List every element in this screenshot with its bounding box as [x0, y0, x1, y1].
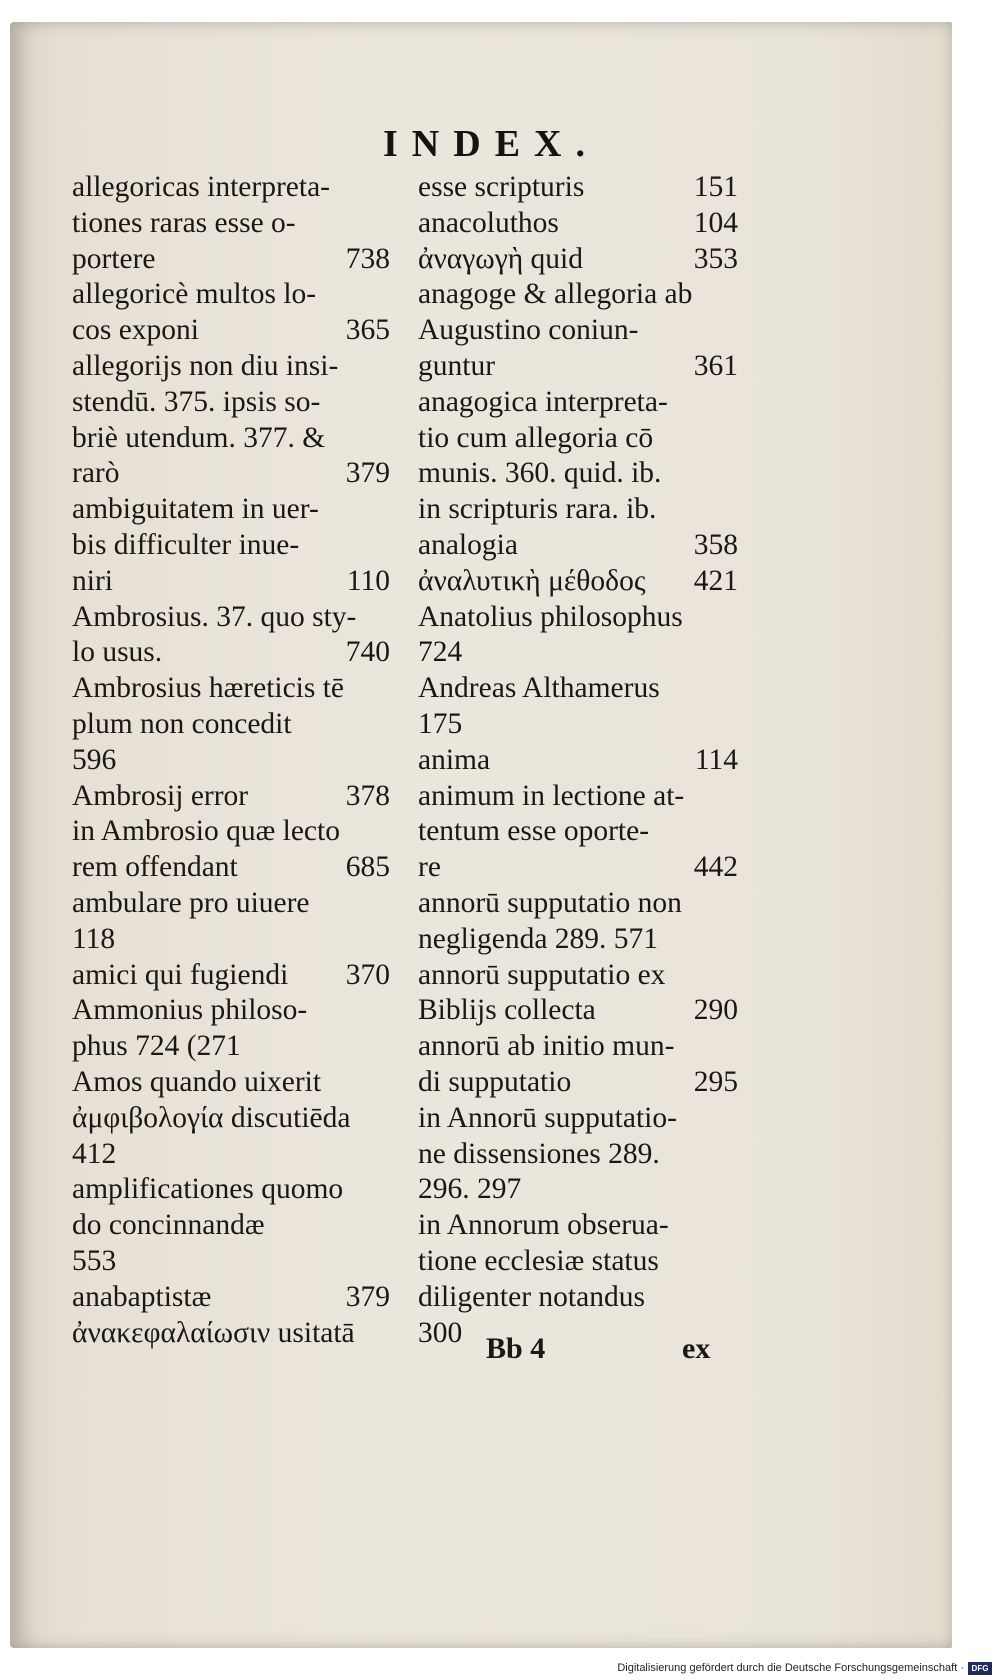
entry-line: [418, 1244, 738, 1280]
entry-line: [72, 1208, 390, 1244]
entry-line: [418, 993, 738, 1029]
entry-line: [72, 206, 390, 242]
entry-text: 553: [72, 1244, 117, 1277]
entry-line: [418, 958, 738, 994]
entry-text: niri: [72, 564, 113, 597]
entry-text: Anatolius philosophus: [418, 600, 683, 633]
entry-line: [418, 1208, 738, 1244]
entry-line: [418, 206, 738, 242]
index-entry: [72, 1101, 390, 1173]
entry-text: anabaptistæ: [72, 1280, 212, 1313]
entry-text: ne dissensiones 289.: [418, 1137, 660, 1170]
entry-line: [418, 1172, 738, 1208]
page-reference: 379: [345, 457, 390, 490]
entry-text: tentum esse oporte-: [418, 815, 650, 848]
entry-text: guntur: [418, 349, 496, 382]
index-entry: [72, 349, 390, 492]
entry-line: [72, 170, 390, 206]
entry-text: re: [418, 851, 441, 884]
entry-line: [72, 1029, 390, 1065]
index-entry: [418, 600, 738, 672]
index-column-left: [72, 170, 390, 1351]
entry-line: [418, 313, 738, 349]
entry-text: ἀναλυτικὴ μέθοδος: [418, 564, 646, 597]
entry-line: [418, 1280, 738, 1316]
entry-line: [72, 993, 390, 1029]
entry-line: [72, 421, 390, 457]
entry-text: ἀμφιβολογία discutiēda: [72, 1101, 351, 1134]
page-reference: 104: [693, 206, 738, 239]
entry-text: in scripturis rara. ib.: [418, 493, 657, 526]
entry-line: [72, 850, 390, 886]
entry-line: [418, 385, 738, 421]
entry-text: Augustino coniun-: [418, 314, 639, 347]
entry-text: Amos quando uixerit: [72, 1065, 322, 1098]
entry-text: anacoluthos: [418, 206, 559, 239]
page-reference: 421: [693, 564, 738, 597]
catchword: ex: [682, 1332, 711, 1365]
book-page: [10, 22, 952, 1648]
entry-text: in Annorū supputatio-: [418, 1101, 677, 1134]
page-reference: 353: [693, 242, 738, 275]
entry-line: [418, 421, 738, 457]
index-entry: [418, 277, 738, 384]
page-reference: 370: [345, 958, 390, 991]
entry-text: 724: [418, 636, 463, 669]
entry-text: ἀναγωγὴ quid: [418, 242, 583, 275]
entry-line: [72, 1137, 390, 1173]
entry-line: [72, 922, 390, 958]
entry-line: [72, 456, 390, 492]
index-entry: [72, 993, 390, 1065]
index-entry: [72, 1172, 390, 1279]
entry-line: [418, 779, 738, 815]
index-entry: [72, 671, 390, 778]
entry-line: [418, 456, 738, 492]
entry-text: ambulare pro uiuere: [72, 886, 310, 919]
page-reference: 379: [345, 1280, 390, 1313]
entry-text: plum non concedit: [72, 707, 292, 740]
entry-line: [72, 779, 390, 815]
entry-text: analogia: [418, 528, 518, 561]
entry-line: [418, 1101, 738, 1137]
page-reference: 151: [693, 171, 738, 203]
entry-line: [72, 349, 390, 385]
index-entry: [418, 743, 738, 779]
entry-text: phus 724 (271: [72, 1030, 241, 1063]
entry-text: annorū ab initio mun-: [418, 1030, 675, 1063]
page-reference: 110: [346, 564, 390, 597]
entry-line: [72, 564, 390, 600]
entry-line: [72, 492, 390, 528]
entry-line: [72, 1065, 390, 1101]
entry-line: [418, 1137, 738, 1173]
entry-line: [418, 349, 738, 385]
entry-text: di supputatio: [418, 1065, 572, 1098]
index-entry: [72, 1280, 390, 1316]
index-entry: [72, 958, 390, 994]
entry-text: cos exponi: [72, 314, 199, 347]
entry-text: in Ambrosio quæ lecto: [72, 815, 340, 848]
entry-text: 596: [72, 743, 117, 776]
entry-text: lo usus.: [72, 636, 163, 669]
entry-line: [418, 707, 738, 743]
entry-text: bis difficulter inue-: [72, 528, 300, 561]
entry-text: ambiguitatem in uer-: [72, 493, 319, 526]
entry-text: Andreas Althamerus: [418, 672, 660, 705]
entry-text: Ambrosius. 37. quo sty-: [72, 600, 357, 633]
entry-line: [418, 850, 738, 886]
entry-text: stendū. 375. ipsis so-: [72, 385, 321, 418]
entry-line: [72, 528, 390, 564]
signature-mark: Bb 4: [486, 1332, 546, 1365]
entry-line: [72, 671, 390, 707]
index-column-right: [418, 170, 738, 1351]
index-entry: [72, 1316, 390, 1352]
entry-text: esse scripturis: [418, 171, 585, 203]
dfg-logo-icon: DFG: [968, 1662, 992, 1675]
entry-text: tio cum allegoria cō: [418, 421, 654, 454]
digitization-credit: Digitalisierung gefördert durch die Deutsche Forschungsgemeinschaft ·: [617, 1662, 964, 1674]
entry-line: [418, 564, 738, 600]
index-entry: [418, 564, 738, 600]
entry-text: rarò: [72, 457, 120, 490]
page-reference: 740: [345, 636, 390, 669]
index-entry: [418, 1208, 738, 1351]
entry-line: [72, 242, 390, 278]
entry-text: animum in lectione at-: [418, 779, 685, 812]
entry-line: [72, 707, 390, 743]
index-entry: [418, 242, 738, 278]
page-reference: 442: [693, 851, 738, 884]
index-entry: [418, 206, 738, 242]
entry-text: amplificationes quomo: [72, 1173, 344, 1206]
entry-line: [418, 671, 738, 707]
entry-text: diligenter notandus: [418, 1280, 645, 1313]
page-reference: 290: [693, 994, 738, 1027]
entry-text: 175: [418, 707, 463, 740]
entry-line: [72, 743, 390, 779]
entry-line: [418, 814, 738, 850]
index-entry: [72, 600, 390, 672]
index-entry: [418, 779, 738, 886]
page-reference: 365: [345, 314, 390, 347]
entry-text: do concinnandæ: [72, 1209, 265, 1242]
index-entry: [418, 671, 738, 743]
entry-line: [418, 170, 738, 206]
index-entry: [72, 814, 390, 886]
entry-text: 412: [72, 1137, 117, 1170]
index-entry: [418, 958, 738, 1030]
entry-text: allegoricè multos lo-: [72, 278, 317, 311]
page-reference: 738: [345, 242, 390, 275]
page-reference: 361: [693, 349, 738, 382]
page-reference: 295: [693, 1065, 738, 1098]
index-entry: [72, 492, 390, 599]
entry-text: Ambrosij error: [72, 779, 249, 812]
entry-line: [418, 635, 738, 671]
index-entry: [418, 1029, 738, 1101]
entry-line: [72, 385, 390, 421]
entry-line: [72, 1101, 390, 1137]
entry-line: [72, 600, 390, 636]
entry-line: [418, 922, 738, 958]
entry-text: 118: [72, 922, 116, 955]
entry-line: [72, 635, 390, 671]
entry-line: [72, 1280, 390, 1316]
entry-text: allegoricas interpreta-: [72, 171, 330, 203]
entry-line: [418, 1029, 738, 1065]
page-reference: 114: [694, 743, 738, 776]
entry-line: [418, 492, 738, 528]
entry-text: negligenda 289. 571: [418, 922, 659, 955]
entry-text: Biblijs collecta: [418, 994, 596, 1027]
entry-text: anima: [418, 743, 491, 776]
page-heading: INDEX.: [383, 123, 599, 165]
entry-text: annorū supputatio ex: [418, 958, 666, 991]
entry-text: 300: [418, 1316, 463, 1349]
index-entry: [418, 170, 738, 206]
index-entry: [418, 385, 738, 528]
entry-text: annorū supputatio non: [418, 886, 682, 919]
entry-text: Ambrosius hæreticis tē: [72, 672, 345, 705]
entry-line: [418, 886, 738, 922]
entry-line: [72, 1244, 390, 1280]
entry-text: rem offendant: [72, 851, 238, 884]
entry-line: [72, 958, 390, 994]
entry-text: 296. 297: [418, 1173, 522, 1206]
entry-line: [72, 814, 390, 850]
entry-text: portere: [72, 242, 156, 275]
index-entry: [72, 277, 390, 349]
entry-line: [418, 242, 738, 278]
entry-line: [418, 1065, 738, 1101]
page-reference: 378: [345, 779, 390, 812]
entry-text: munis. 360. quid. ib.: [418, 457, 662, 490]
index-entry: [418, 528, 738, 564]
entry-line: [72, 277, 390, 313]
entry-line: [72, 313, 390, 349]
entry-text: ἀνακεφαλαίωσιν usitatā: [72, 1316, 355, 1349]
entry-line: [418, 743, 738, 779]
entry-line: [72, 886, 390, 922]
entry-text: anagogica interpreta-: [418, 385, 668, 418]
page-reference: 358: [693, 528, 738, 561]
entry-line: [418, 277, 738, 313]
entry-line: [418, 600, 738, 636]
page-reference: 685: [345, 851, 390, 884]
index-entry: [418, 886, 738, 958]
entry-text: allegorijs non diu insi-: [72, 349, 339, 382]
entry-text: anagoge & allegoria ab: [418, 278, 693, 311]
index-entry: [72, 1065, 390, 1101]
entry-text: tione ecclesiæ status: [418, 1244, 659, 1277]
entry-text: amici qui fugiendi: [72, 958, 289, 991]
index-entry: [72, 886, 390, 958]
entry-text: briè utendum. 377. &: [72, 421, 326, 454]
entry-text: Ammonius philoso-: [72, 994, 308, 1027]
entry-text: tiones raras esse o-: [72, 206, 296, 239]
index-entry: [418, 1101, 738, 1208]
index-entry: [72, 779, 390, 815]
entry-line: [72, 1316, 390, 1352]
index-entry: [72, 170, 390, 277]
entry-text: in Annorum obserua-: [418, 1209, 669, 1242]
entry-line: [72, 1172, 390, 1208]
entry-line: [418, 528, 738, 564]
